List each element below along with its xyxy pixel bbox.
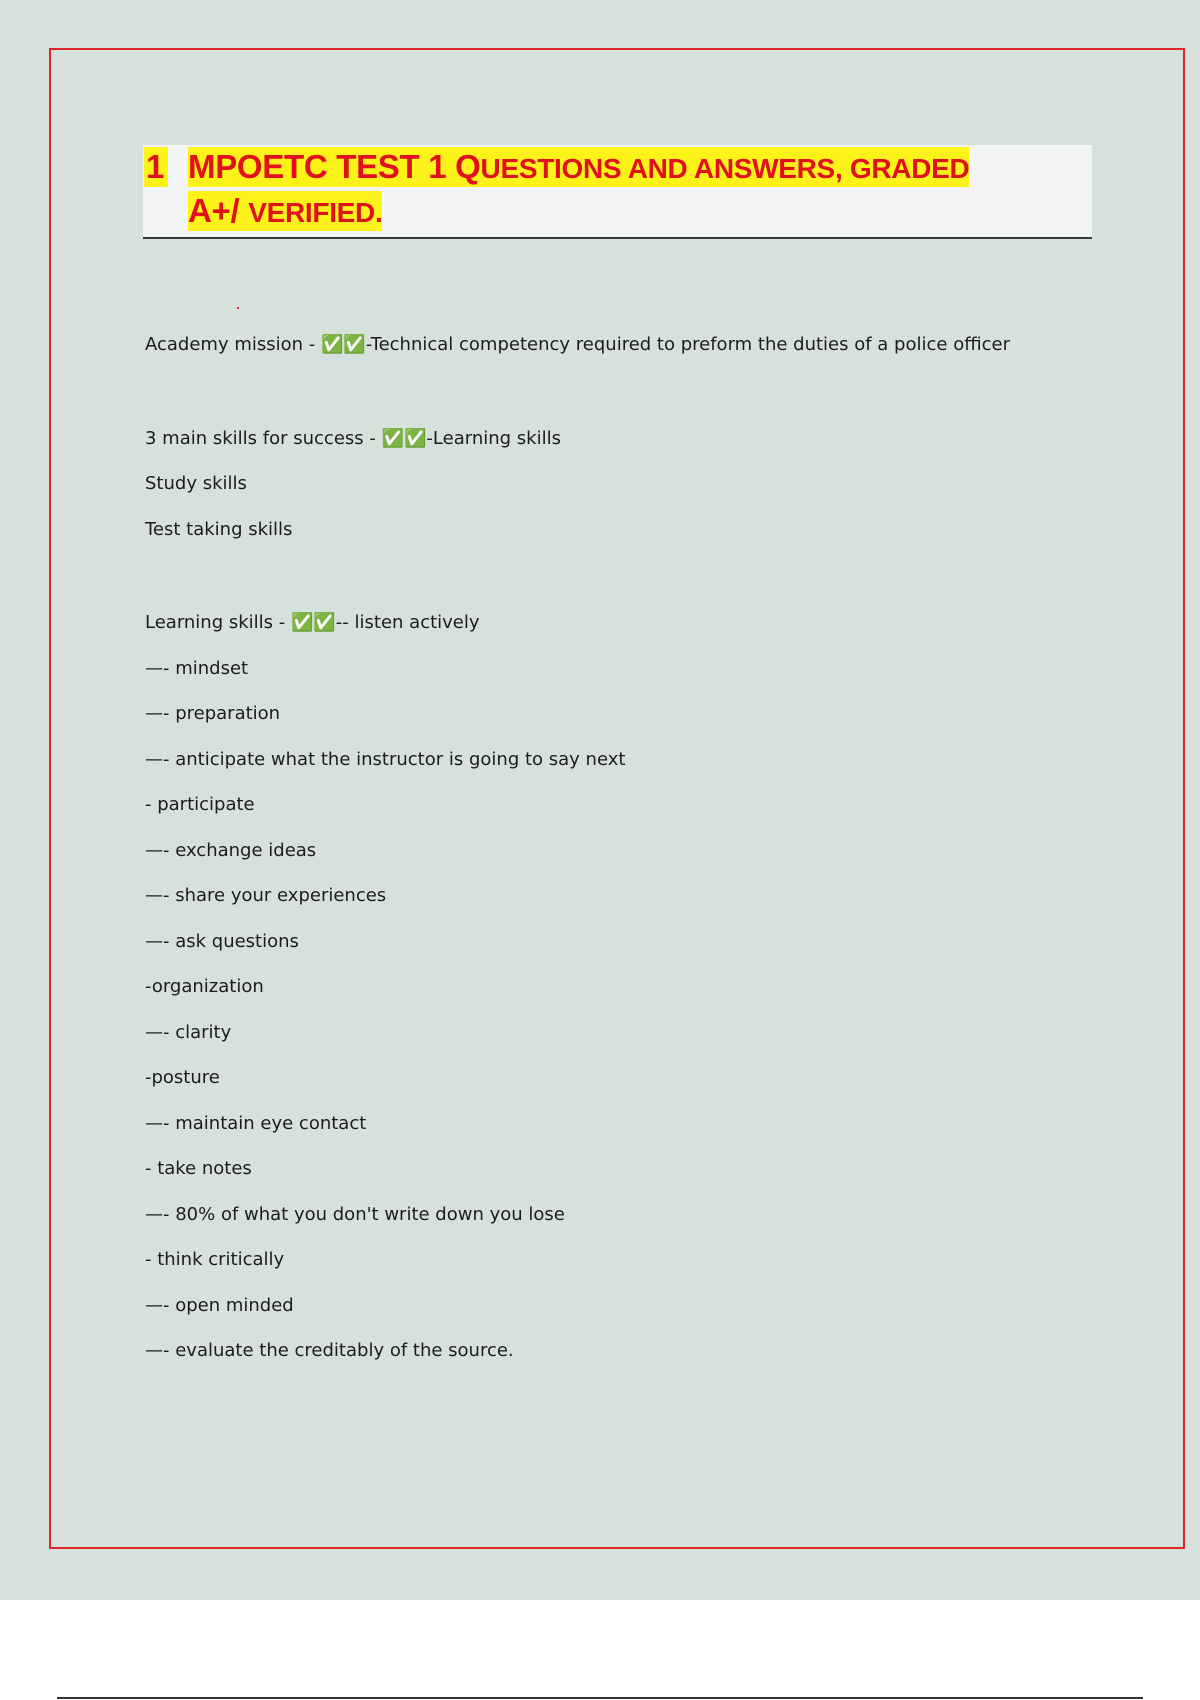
text-line-write-down: —- 80% of what you don't write down you lose: [145, 1204, 565, 1225]
text-line-exchange-ideas: —- exchange ideas: [145, 840, 317, 861]
heading-line-2: [188, 191, 382, 231]
text-line-evaluate-source: —- evaluate the creditably of the source.: [145, 1340, 514, 1361]
heading-line-1-small: UESTIONS AND ANSWERS, GRADED: [480, 153, 970, 184]
text-line-eye-contact: —- maintain eye contact: [145, 1113, 367, 1134]
text-line-study-skills: Study skills: [145, 473, 247, 494]
text-line-think-critically: - think critically: [145, 1249, 285, 1270]
heading-line-1-main: MPOETC TEST 1 Q: [188, 148, 481, 185]
text-line-anticipate: —- anticipate what the instructor is going to say next: [145, 749, 626, 770]
text-line-main-skills: 3 main skills for success - ✅✅-Learning skills: [145, 428, 561, 449]
heading-number: 1: [144, 147, 168, 187]
heading-line-2-main: A+/: [188, 192, 249, 229]
text-line-preparation: —- preparation: [145, 703, 281, 724]
text-line-clarity: —- clarity: [145, 1022, 232, 1043]
text-line-learning-skills: Learning skills - ✅✅-- listen actively: [145, 612, 480, 633]
text-line-participate: - participate: [145, 794, 255, 815]
text-line-take-notes: - take notes: [145, 1158, 252, 1179]
text-line-mindset: —- mindset: [145, 658, 249, 679]
footer-rule: [57, 1697, 1143, 1699]
red-dot: [237, 307, 239, 309]
heading-line-2-small: VERIFIED.: [248, 197, 383, 228]
text-line-open-minded: —- open minded: [145, 1295, 294, 1316]
text-line-ask-questions: —- ask questions: [145, 931, 299, 952]
heading-line-1: [188, 147, 969, 187]
text-line-test-taking: Test taking skills: [145, 519, 293, 540]
text-line-share-experiences: —- share your experiences: [145, 885, 387, 906]
text-line-organization: -organization: [145, 976, 264, 997]
text-line-academy-mission: Academy mission - ✅✅-Technical competency required to preform the duties of a police officer: [145, 334, 1010, 355]
text-line-posture: -posture: [145, 1067, 220, 1088]
